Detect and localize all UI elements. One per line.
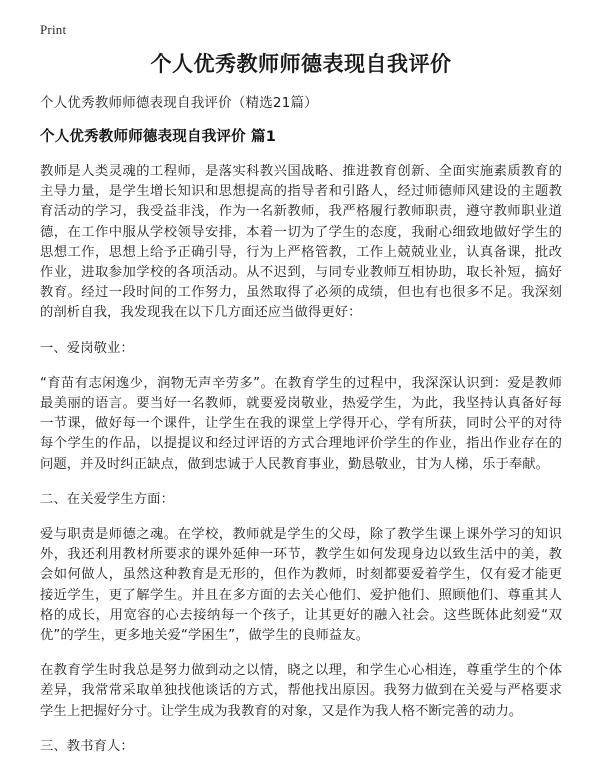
paragraph-intro: 教师是人类灵魂的工程师，是落实科教兴国战略、推进教育创新、全面实施素质教育的主导力量，是学生增长知识和思想提高的指导者和引路人，经过师德师风建设的主题教育活动的学习，我受益非浅，作为一名新教师，我严格履行教师职责，遵守教师职业道德，在工作中服从学校领导安排，本着一切为了学生的态度，我耐心细致地做好学生的思想工作，思想上给予正确引导，行为上严格管教，工作上兢兢业业，认真备课，批改作业，进取参加学校的各项活动。从不迟到，与同专业教师互相协助，取长补短，搞好教育。经过一段时间的工作努力，虽然取得了必须的成绩，但也有也很多不足。我深刻的剖析自我，我发现我在以下几方面还应当做得更好： — [40, 164, 562, 321]
subhead-two: 二、在关爱学生方面： — [40, 491, 174, 507]
paragraph-one: “育苗有志闲逸少，润物无声辛劳多”。在教育学生的过程中，我深深认识到：爱是教师最美丽的语言。要当好一名教师，就要爱岗敬业，热爱学生，为此，我坚持认真备好每一节课，做好每一个课件，让学生在我的课堂上学得开心，学有所获，同时公平的对待每个学生的作品，以提提议和经过评语的方式合理地评价学生的作业，指出作业存在的问题，并及时纠正缺点，做到忠诚于人民教育事业，勤恳敬业，甘为人梯，乐于奉献。 — [40, 375, 562, 472]
section-heading: 个人优秀教师师德表现自我评价 篇1 — [40, 129, 277, 145]
document-subtitle: 个人优秀教师师德表现自我评价（精选21篇） — [40, 95, 318, 111]
page-title: 个人优秀教师师德表现自我评价 — [150, 52, 452, 76]
print-toolbar — [40, 20, 66, 38]
document-body — [40, 162, 562, 757]
subhead-three: 三、教书育人： — [40, 738, 134, 754]
paragraph-two-b: 在教育学生时我总是努力做到动之以情，晓之以理，和学生心心相连，尊重学生的个体差异，我常常采取单独找他谈话的方式，帮他找出原因。我努力做到在关爱与严格要求学生上把握好分寸。让学生成为我教育的对象，又是作为我人格不断完善的动力。 — [40, 663, 562, 719]
paragraph-two-a: 爱与职责是师德之魂。在学校，教师就是学生的父母，除了教学生课上课外学习的知识外，我还利用教材所要求的课外延伸一环节，教学生如何发现身边以致生活中的美，教会如何做人，虽然这种教育是无形的，但作为教师，时刻都要爱着学生，仅有爱才能更接近学生，更了解学生。并且在多方面的去关心他们、爱护他们、照顾他们、尊重其人格的成长，用宽容的心去接纳每一个孩子，让其更好的融入社会。这些既体此刻爱“双优”的学生，更多地关爱“学困生”，做学生的良师益友。 — [40, 527, 562, 644]
subhead-one: 一、爱岗敬业： — [40, 340, 134, 356]
print-button[interactable]: Print — [40, 22, 67, 37]
document-content — [40, 50, 562, 772]
